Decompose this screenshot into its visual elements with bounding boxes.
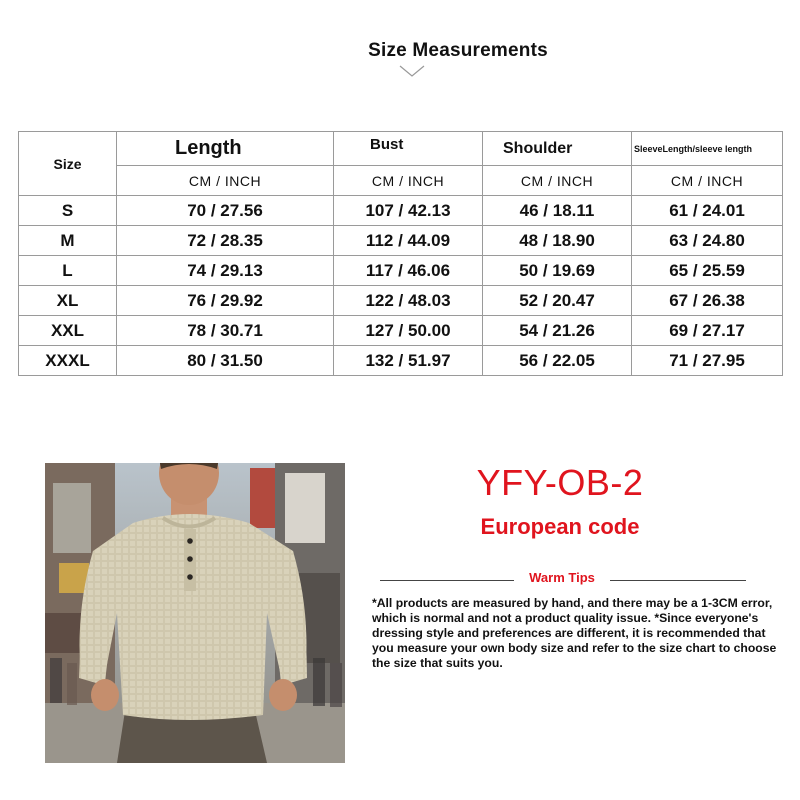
length-cell: 70 / 27.56 <box>117 196 334 226</box>
table-row <box>19 286 783 316</box>
table-row <box>19 256 783 286</box>
chevron-down-icon <box>398 64 426 78</box>
size-cell: M <box>19 226 117 256</box>
divider <box>610 580 746 581</box>
unit-label: CM / INCH <box>632 166 783 196</box>
sleeve-cell: 61 / 24.01 <box>632 196 783 226</box>
region-code-label: European code <box>480 514 640 539</box>
bust-cell: 132 / 51.97 <box>334 346 483 376</box>
length-cell: 78 / 30.71 <box>117 316 334 346</box>
unit-row <box>19 166 783 196</box>
sleeve-cell: 69 / 27.17 <box>632 316 783 346</box>
bust-cell: 107 / 42.13 <box>334 196 483 226</box>
size-cell: L <box>19 256 117 286</box>
sleeve-cell: 65 / 25.59 <box>632 256 783 286</box>
unit-label: CM / INCH <box>334 166 483 196</box>
table-header-row <box>19 132 783 166</box>
table-row <box>19 346 783 376</box>
bust-cell: 122 / 48.03 <box>334 286 483 316</box>
sleeve-column-header: SleeveLength/sleeve length <box>632 132 783 166</box>
unit-label: CM / INCH <box>117 166 334 196</box>
length-cell: 80 / 31.50 <box>117 346 334 376</box>
bust-cell: 117 / 46.06 <box>334 256 483 286</box>
bust-cell: 127 / 50.00 <box>334 316 483 346</box>
warm-tips-label: Warm Tips <box>529 570 595 585</box>
sleeve-cell: 71 / 27.95 <box>632 346 783 376</box>
size-cell: XXL <box>19 316 117 346</box>
table-row <box>19 226 783 256</box>
length-cell: 74 / 29.13 <box>117 256 334 286</box>
shoulder-cell: 52 / 20.47 <box>483 286 632 316</box>
size-cell: XXXL <box>19 346 117 376</box>
size-cell: XL <box>19 286 117 316</box>
length-column-header: Length <box>117 132 334 166</box>
shoulder-column-header: Shoulder <box>483 132 632 166</box>
bust-cell: 112 / 44.09 <box>334 226 483 256</box>
page-title: Size Measurements <box>368 40 548 61</box>
length-cell: 76 / 29.92 <box>117 286 334 316</box>
size-column-header: Size <box>19 132 117 196</box>
shoulder-cell: 48 / 18.90 <box>483 226 632 256</box>
length-cell: 72 / 28.35 <box>117 226 334 256</box>
table-row <box>19 316 783 346</box>
size-table <box>18 131 783 376</box>
table-row <box>19 196 783 226</box>
product-code: YFY-OB-2 <box>476 462 644 503</box>
shoulder-cell: 46 / 18.11 <box>483 196 632 226</box>
divider <box>380 580 514 581</box>
size-cell: S <box>19 196 117 226</box>
shoulder-cell: 50 / 19.69 <box>483 256 632 286</box>
product-photo <box>45 463 345 763</box>
shoulder-cell: 56 / 22.05 <box>483 346 632 376</box>
bust-column-header: Bust <box>334 132 483 166</box>
shoulder-cell: 54 / 21.26 <box>483 316 632 346</box>
sleeve-cell: 63 / 24.80 <box>632 226 783 256</box>
sleeve-cell: 67 / 26.38 <box>632 286 783 316</box>
unit-label: CM / INCH <box>483 166 632 196</box>
warm-tips-text: *All products are measured by hand, and there may be a 1-3CM error, which is normal and not a product quality issue. *Since everyone's dressing style and preferences are different, it is recommended that you measure your own body size and refer to the size chart to choose the size that suits you. <box>372 596 777 670</box>
